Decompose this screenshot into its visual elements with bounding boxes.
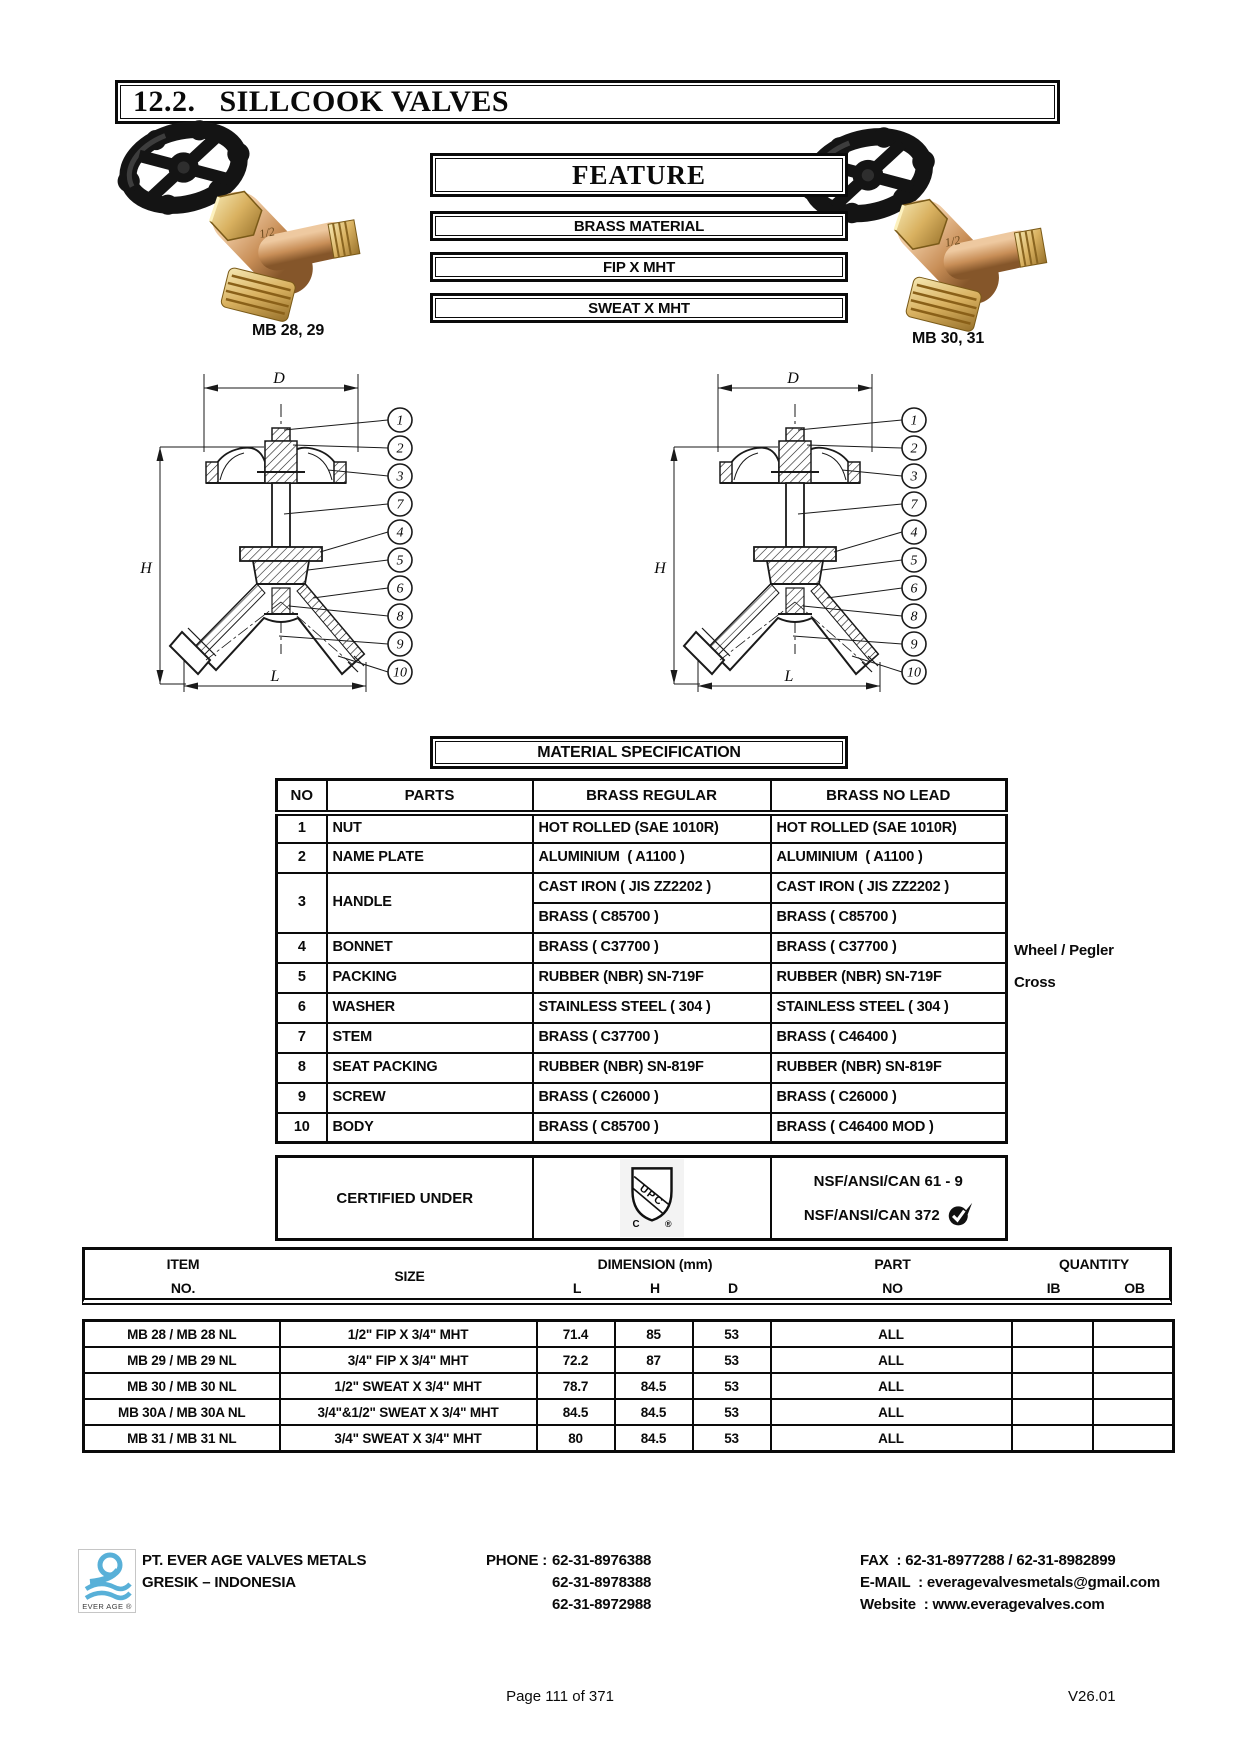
col-item: ITEM	[166, 1256, 200, 1272]
spec-row: 9 SCREW BRASS ( C26000 ) BRASS ( C26000 )	[277, 1083, 1007, 1113]
col-ib: IB	[1046, 1280, 1061, 1296]
callout-number: 3	[396, 469, 404, 485]
dim-label-l: L	[270, 668, 280, 685]
website-line: Website : www.everagevalves.com	[860, 1596, 1105, 1613]
col-ob: OB	[1124, 1280, 1145, 1296]
spec-row: BRASS ( C85700 ) BRASS ( C85700 )	[277, 903, 1007, 933]
handle-type-note-line1: Wheel / Pegler	[1014, 942, 1114, 959]
feature-title-box	[430, 153, 848, 197]
spec-header-row	[277, 780, 1007, 813]
col-size: SIZE	[394, 1268, 425, 1284]
callout-number: 1	[910, 413, 918, 429]
handle-type-note-line2: Cross	[1014, 974, 1056, 991]
col-header-no: NO	[277, 780, 327, 813]
feature-item-box-brass	[430, 211, 848, 241]
dim-label-d: D	[787, 370, 799, 387]
version-label: V26.01	[1068, 1688, 1116, 1705]
spec-row: 5 PACKING RUBBER (NBR) SN-719F RUBBER (NBR) SN-719F	[277, 963, 1007, 993]
callout-number: 7	[910, 497, 918, 513]
spec-row: 3 HANDLE CAST IRON ( JIS ZZ2202 ) CAST IRON ( JIS ZZ2202 )	[277, 873, 1007, 903]
callout-number: 3	[910, 469, 918, 485]
company-name: PT. EVER AGE VALVES METALS	[142, 1552, 367, 1569]
callout-number: 6	[910, 581, 918, 597]
feature-title: FEATURE	[571, 159, 706, 190]
check-circle-icon	[947, 1202, 973, 1228]
col-quantity: QUANTITY	[1059, 1256, 1129, 1272]
dimension-table-header	[82, 1247, 1172, 1305]
company-logo	[78, 1549, 136, 1613]
feature-item-label: FIP X MHT	[602, 258, 676, 276]
certified-table	[275, 1155, 1008, 1241]
callout-number: 9	[910, 637, 918, 653]
dim-label-l: L	[784, 668, 794, 685]
callout-number: 7	[396, 497, 404, 513]
material-spec-title: MATERIAL SPECIFICATION	[537, 743, 741, 761]
col-part-no: NO	[882, 1280, 903, 1296]
callout-number: 8	[910, 609, 918, 625]
dim-row: MB 29 / MB 29 NL 3/4" FIP X 3/4" MHT 72.2 87 53 ALL	[84, 1347, 1174, 1373]
col-header-nolead: BRASS NO LEAD	[771, 780, 1007, 813]
spec-row: 8 SEAT PACKING RUBBER (NBR) SN-819F RUBBER (NBR) SN-819F	[277, 1053, 1007, 1083]
phone-number: 62-31-8972988	[552, 1596, 652, 1613]
col-header-regular: BRASS REGULAR	[533, 780, 771, 813]
dim-row: MB 31 / MB 31 NL 3/4" SWEAT X 3/4" MHT 80 84.5 53 ALL	[84, 1425, 1174, 1452]
spec-row: 7 STEM BRASS ( C37700 ) BRASS ( C46400 )	[277, 1023, 1007, 1053]
callout-number: 8	[396, 609, 404, 625]
standard-line: NSF/ANSI/CAN 372	[803, 1206, 940, 1224]
dim-row: MB 30A / MB 30A NL 3/4"&1/2" SWEAT X 3/4" MHT 84.5 84.5 53 ALL	[84, 1399, 1174, 1425]
feature-item-box-sweat	[430, 293, 848, 323]
col-dimension: DIMENSION (mm)	[597, 1256, 713, 1272]
callout-number: 4	[910, 525, 918, 541]
col-d: D	[728, 1280, 738, 1296]
callout-number: 9	[396, 637, 404, 653]
col-h: H	[650, 1280, 660, 1296]
callout-number: 6	[396, 581, 404, 597]
photo-stamp: 1/2	[257, 224, 277, 242]
standards-cell	[771, 1157, 1007, 1240]
page-number: Page 111 of 371	[506, 1688, 614, 1705]
material-spec-table	[275, 778, 1008, 1144]
upc-logo-cell	[533, 1157, 771, 1240]
photo-caption-right: MB 30, 31	[912, 330, 985, 347]
photo-caption-left: MB 28, 29	[252, 322, 325, 339]
page-title: 12.2. SILLCOOK VALVES	[133, 85, 510, 118]
phone-number: 62-31-8976388	[552, 1552, 652, 1569]
callout-number: 5	[396, 553, 404, 569]
photo-stamp: 1/2	[943, 232, 962, 250]
dim-label-h: H	[140, 560, 152, 577]
callout-number: 10	[907, 665, 921, 681]
feature-item-label: BRASS MATERIAL	[573, 217, 705, 235]
email-line: E-MAIL : everagevalvesmetals@gmail.com	[860, 1574, 1161, 1591]
feature-item-box-fip	[430, 252, 848, 282]
dim-label-d: D	[273, 370, 285, 387]
certified-label: CERTIFIED UNDER	[277, 1157, 533, 1240]
material-spec-title-box	[430, 736, 848, 769]
upc-c-mark: C	[632, 1218, 640, 1230]
logo-caption: EVER AGE ®	[82, 1602, 132, 1611]
col-header-parts: PARTS	[327, 780, 533, 813]
upc-shield-logo	[626, 1161, 678, 1231]
feature-item-label: SWEAT X MHT	[588, 299, 690, 317]
dim-label-h: H	[654, 560, 666, 577]
dim-row: MB 30 / MB 30 NL 1/2" SWEAT X 3/4" MHT 78.7 84.5 53 ALL	[84, 1373, 1174, 1399]
fax-line: FAX : 62-31-8977288 / 62-31-8982899	[860, 1552, 1116, 1569]
col-l: L	[572, 1280, 582, 1296]
valve-photo-left	[95, 115, 365, 327]
callout-number: 4	[396, 525, 404, 541]
spec-row: 2 NAME PLATE ALUMINIUM ( A1100 ) ALUMINIUM ( A1100 )	[277, 843, 1007, 873]
spec-row: 10 BODY BRASS ( C85700 ) BRASS ( C46400 MOD )	[277, 1113, 1007, 1143]
spec-row: 1 NUT HOT ROLLED (SAE 1010R) HOT ROLLED (SAE 1010R)	[277, 813, 1007, 843]
callout-number: 10	[393, 665, 407, 681]
spec-row: 4 BONNET BRASS ( C37700 ) BRASS ( C37700 )	[277, 933, 1007, 963]
callout-number: 5	[910, 553, 918, 569]
valve-diagram-right	[640, 352, 940, 700]
phone-label: PHONE :	[486, 1552, 548, 1569]
phone-number: 62-31-8978388	[552, 1574, 652, 1591]
dimension-table	[82, 1319, 1175, 1453]
valve-diagram-left	[126, 352, 426, 700]
company-location: GRESIK – INDONESIA	[142, 1574, 296, 1591]
callout-number: 2	[910, 441, 918, 457]
callout-number: 1	[396, 413, 404, 429]
col-part: PART	[874, 1256, 911, 1272]
upc-band-text: UPC	[636, 1182, 666, 1209]
col-item-no: NO.	[170, 1280, 196, 1296]
registered-mark: ®	[664, 1218, 672, 1229]
callout-number: 2	[396, 441, 404, 457]
spec-row: 6 WASHER STAINLESS STEEL ( 304 ) STAINLESS STEEL ( 304 )	[277, 993, 1007, 1023]
dim-row: MB 28 / MB 28 NL 1/2" FIP X 3/4" MHT 71.4 85 53 ALL	[84, 1321, 1174, 1348]
standard-line: NSF/ANSI/CAN 61 - 9	[813, 1172, 963, 1190]
